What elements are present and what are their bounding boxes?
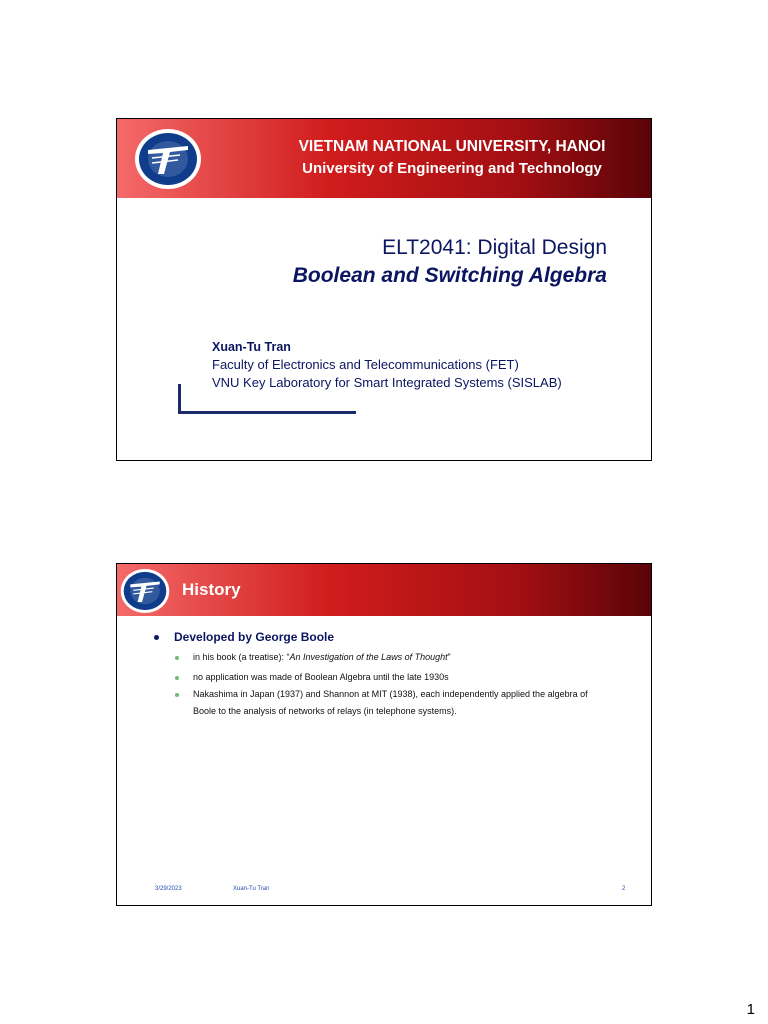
sub-bullet-dot-icon [175,656,179,660]
author-name: Xuan-Tu Tran [212,340,291,354]
sub-bullet-text: Nakashima in Japan (1937) and Shannon at MIT (1938), each independently applied the algebra of [193,689,588,699]
decorative-corner-vertical [178,384,181,413]
school-name: University of Engineering and Technology [302,160,602,177]
university-logo-icon [120,568,170,614]
university-name: VIETNAM NATIONAL UNIVERSITY, HANOI [298,138,606,155]
course-subtitle: Boolean and Switching Algebra [292,264,607,287]
sub-bullet-text [193,652,451,662]
book-title: An Investigation of the Laws of Thought [289,652,448,662]
book-prefix: in his book (a treatise): “ [193,652,290,662]
footer-date: 3/29/2023 [155,886,182,892]
history-slide [116,563,652,906]
decorative-corner-horizontal [178,411,356,414]
affiliation-lab: VNU Key Laboratory for Smart Integrated Systems (SISLAB) [212,375,562,390]
footer-author: Xuan-Tu Tran [233,886,270,892]
slide-title: History [182,580,241,599]
sub-bullet-dot-icon [175,676,179,680]
course-title: ELT2041: Digital Design [382,236,607,259]
sub-bullet-continuation: Boole to the analysis of networks of relays (in telephone systems). [193,706,457,716]
title-slide [116,118,652,461]
title-banner [117,119,651,198]
main-bullet-text: Developed by George Boole [174,630,335,644]
sub-bullet-text: no application was made of Boolean Algebra until the late 1930s [193,672,449,682]
sub-bullet-dot-icon [175,693,179,697]
affiliation-faculty: Faculty of Electronics and Telecommunications (FET) [212,357,519,372]
page-number: 1 [746,1001,755,1018]
bullet-dot-icon [154,635,159,640]
footer-slide-number: 2 [622,886,626,892]
book-suffix: ” [447,652,451,662]
history-banner [117,564,651,616]
